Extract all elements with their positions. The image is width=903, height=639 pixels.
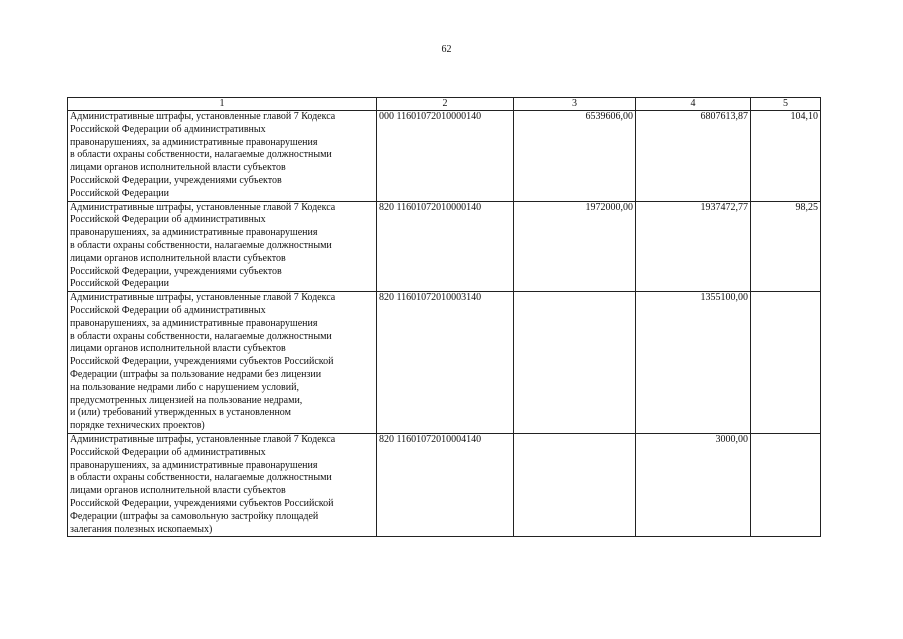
- row-name-line: Российской Федерации: [70, 278, 170, 290]
- row-col4-cell: 1937472,77: [636, 201, 751, 292]
- row-name-line: правонарушениях, за административные правонарушения: [70, 227, 318, 239]
- row-col5-cell: [751, 292, 821, 434]
- row-name-line: лицами органов исполнительной власти субъектов: [70, 343, 286, 355]
- table-row: [68, 201, 821, 292]
- row-col4-cell: 6807613,87: [636, 111, 751, 202]
- row-name-line: Административные штрафы, установленные главой 7 Кодекса: [70, 111, 336, 122]
- row-name-line: Российской Федерации об административных: [70, 446, 266, 458]
- row-name-line: Российской Федерации об административных: [70, 123, 266, 135]
- row-name-cell: [68, 201, 377, 292]
- row-col3-cell: 6539606,00: [514, 111, 636, 202]
- table-row: [68, 292, 821, 434]
- row-name-line: в области охраны собственности, налагаемые должностными: [70, 330, 332, 342]
- row-name-cell: [68, 111, 377, 202]
- row-name-line: лицами органов исполнительной власти субъектов: [70, 485, 286, 497]
- row-col5-cell: [751, 433, 821, 536]
- row-col3-cell: [514, 433, 636, 536]
- row-code-cell: 820 11601072010004140: [377, 433, 514, 536]
- header-col-4: 4: [636, 98, 751, 111]
- header-col-2: 2: [377, 98, 514, 111]
- row-name-line: Российской Федерации: [70, 187, 170, 199]
- row-name-line: и (или) требований утвержденных в установленном: [70, 407, 291, 419]
- row-col3-cell: 1972000,00: [514, 201, 636, 292]
- row-name-line: Федерации (штрафы за пользование недрами без лицензии: [70, 368, 322, 380]
- row-name-line: лицами органов исполнительной власти субъектов: [70, 162, 286, 174]
- row-col5-cell: 104,10: [751, 111, 821, 202]
- row-name-line: правонарушениях, за административные правонарушения: [70, 459, 318, 471]
- row-name-line: Административные штрафы, установленные главой 7 Кодекса: [70, 292, 336, 304]
- row-col5-cell: 98,25: [751, 201, 821, 292]
- header-col-5: 5: [751, 98, 821, 111]
- row-name-line: порядке технических проектов): [70, 420, 205, 432]
- report-table: [67, 97, 821, 537]
- row-code-cell: 000 11601072010000140: [377, 111, 514, 202]
- row-name-line: Российской Федерации об административных: [70, 214, 266, 226]
- row-name-line: на пользование недрами либо с нарушением условий,: [70, 381, 299, 393]
- row-name-line: Российской Федерации, учреждениями субъектов Российской: [70, 356, 334, 368]
- row-name-line: залегания полезных ископаемых): [70, 523, 213, 535]
- row-name-line: Федерации (штрафы за самовольную застройку площадей: [70, 510, 319, 522]
- table-row: [68, 433, 821, 536]
- row-name-line: предусмотренных лицензией на пользование недрами,: [70, 394, 303, 406]
- row-name-line: Российской Федерации, учреждениями субъектов Российской: [70, 497, 334, 509]
- row-code-cell: 820 11601072010003140: [377, 292, 514, 434]
- row-name-line: лицами органов исполнительной власти субъектов: [70, 252, 286, 264]
- row-name-line: в области охраны собственности, налагаемые должностными: [70, 472, 332, 484]
- page-number: 62: [441, 44, 452, 55]
- row-name-line: Российской Федерации, учреждениями субъектов: [70, 174, 282, 186]
- table-row: [68, 111, 821, 202]
- row-name-cell: [68, 433, 377, 536]
- row-name-line: Российской Федерации об административных: [70, 304, 266, 316]
- row-name-line: Административные штрафы, установленные главой 7 Кодекса: [70, 433, 336, 445]
- row-name-line: Административные штрафы, установленные главой 7 Кодекса: [70, 201, 336, 213]
- row-col3-cell: [514, 292, 636, 434]
- header-col-1: 1: [68, 98, 377, 111]
- row-name-cell: [68, 292, 377, 434]
- row-col4-cell: 1355100,00: [636, 292, 751, 434]
- row-name-line: Российской Федерации, учреждениями субъектов: [70, 265, 282, 277]
- row-code-cell: 820 11601072010000140: [377, 201, 514, 292]
- table-header: [68, 98, 821, 111]
- row-name-line: в области охраны собственности, налагаемые должностными: [70, 149, 332, 161]
- row-name-line: правонарушениях, за административные правонарушения: [70, 136, 318, 148]
- row-name-line: в области охраны собственности, налагаемые должностными: [70, 239, 332, 251]
- row-col4-cell: 3000,00: [636, 433, 751, 536]
- header-col-3: 3: [514, 98, 636, 111]
- table-body: [68, 111, 821, 537]
- row-name-line: правонарушениях, за административные правонарушения: [70, 317, 318, 329]
- header-row: [68, 98, 821, 111]
